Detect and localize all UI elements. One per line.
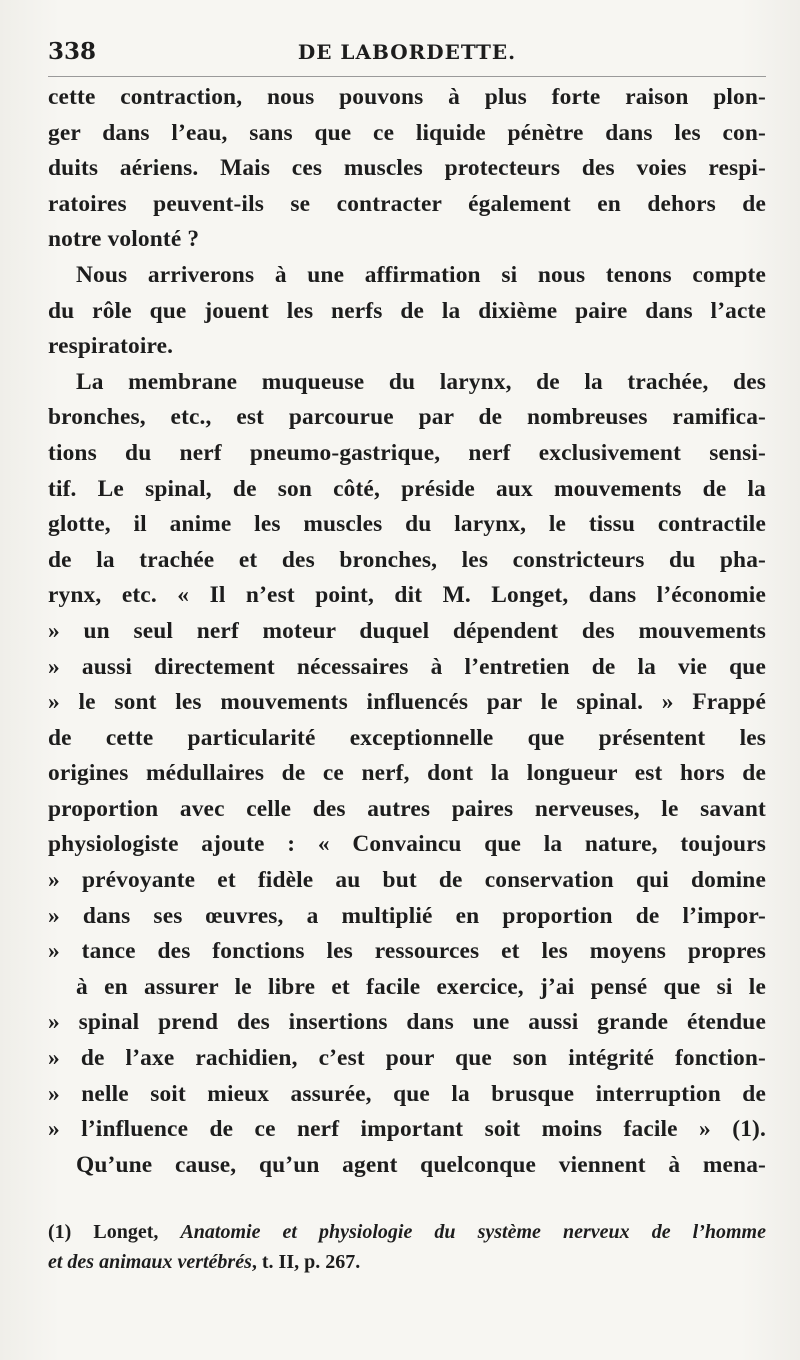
text-line: » le sont les mouvements influencés par le spinal. » Frappé: [48, 689, 766, 716]
text-line: à en assurer le libre et facile exercice, j’ai pensé que si le: [76, 973, 766, 1000]
text-line: rynx, etc. « Il n’est point, dit M. Longet, dans l’économie: [48, 582, 766, 609]
text-line: glotte, il anime les muscles du larynx, le tissu contractile: [48, 511, 766, 538]
header-rule: [48, 76, 766, 77]
footnote-title-part2: et des animaux vertébrés: [48, 1251, 252, 1274]
text-line: notre volonté ?: [48, 226, 200, 253]
text-line: de cette particularité exceptionnelle que présentent les: [48, 724, 766, 751]
footnote-spacer: [48, 1183, 766, 1217]
text-line: du rôle que jouent les nerfs de la dixième paire dans l’acte: [48, 297, 766, 324]
text-line: Nous arriverons à une affirmation si nous tenons compte: [76, 261, 766, 288]
footnote-ref: , t. II, p. 267.: [251, 1251, 361, 1274]
text-line: de la trachée et des bronches, les constricteurs du pha-: [48, 546, 766, 573]
text-line: origines médullaires de ce nerf, dont la longueur est hors de: [48, 760, 766, 787]
text-line: Qu’une cause, qu’un agent quelconque viennent à mena-: [76, 1151, 766, 1178]
text-line: physiologiste ajoute : « Convaincu que la nature, toujours: [48, 831, 766, 858]
text-line: » tance des fonctions les ressources et les moyens propres: [48, 938, 766, 965]
text-line: » l’influence de ce nerf important soit moins facile » (1).: [48, 1116, 766, 1143]
text-line: ger dans l’eau, sans que ce liquide pénètre dans les con-: [48, 119, 766, 146]
text-line: bronches, etc., est parcourue par de nombreuses ramifica-: [48, 404, 766, 431]
footnote-title-part1: Anatomie et physiologie du système nerveux de l’homme: [180, 1221, 766, 1244]
footnotes: [48, 1217, 766, 1277]
text-line: respiratoire.: [48, 333, 174, 360]
text-line: La membrane muqueuse du larynx, de la trachée, des: [76, 368, 766, 395]
text-line: duits aériens. Mais ces muscles protecteurs des voies respi-: [48, 155, 766, 182]
text-line: » prévoyante et fidèle au but de conservation qui domine: [48, 867, 766, 894]
text-line: tif. Le spinal, de son côté, préside aux mouvements de la: [48, 475, 766, 502]
running-head: [48, 28, 766, 80]
text-line: ratoires peuvent-ils se contracter également en dehors de: [48, 190, 766, 217]
text-line: tions du nerf pneumo-gastrique, nerf exclusivement sensi-: [48, 439, 766, 466]
footnote-line-1: [48, 1217, 766, 1247]
footnote-marker: (1) Longet,: [48, 1221, 181, 1244]
text-line: » spinal prend des insertions dans une aussi grande étendue: [48, 1009, 766, 1036]
text-line: » nelle soit mieux assurée, que la brusque interruption de: [48, 1080, 766, 1107]
text-line: proportion avec celle des autres paires nerveuses, le savant: [48, 795, 766, 822]
running-title: DE LABORDETTE.: [297, 40, 517, 64]
text-line: cette contraction, nous pouvons à plus forte raison plon-: [48, 84, 766, 110]
text-line: » de l’axe rachidien, c’est pour que son intégrité fonction-: [48, 1045, 766, 1072]
footnote-line-2: [48, 1247, 766, 1277]
text-line: » un seul nerf moteur duquel dépendent des mouvements: [48, 617, 766, 644]
text-line: » dans ses œuvres, a multiplié en proportion de l’impor-: [48, 902, 766, 929]
text-line: » aussi directement nécessaires à l’entretien de la vie que: [48, 653, 766, 680]
page-number: 338: [48, 38, 97, 65]
body-text: [48, 80, 766, 1183]
